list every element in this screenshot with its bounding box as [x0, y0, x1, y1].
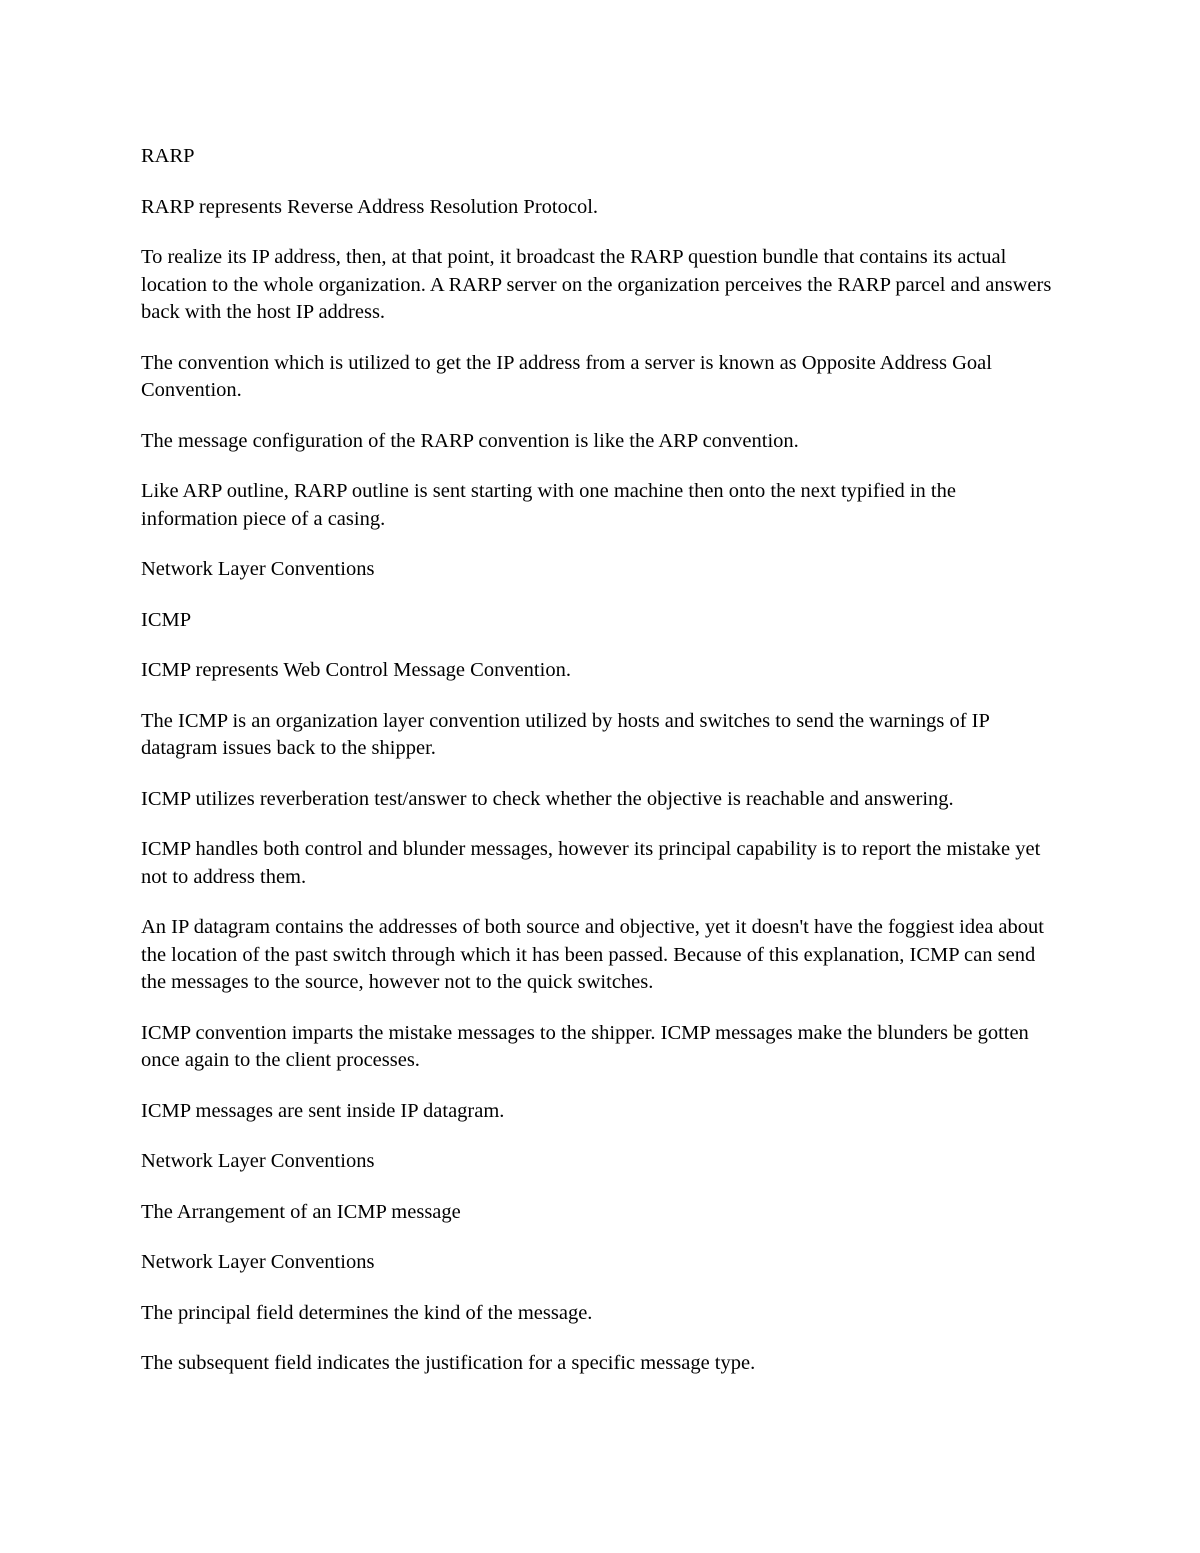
paragraph-icmp-arrangement: The Arrangement of an ICMP message [141, 1200, 461, 1223]
paragraph-icmp-inside-ip: ICMP messages are sent inside IP datagram. [141, 1099, 505, 1122]
section-label-network-layer: Network Layer Conventions [141, 1251, 375, 1273]
paragraph-icmp-sender: ICMP convention imparts the mistake messages to the shipper. ICMP messages make the blunders be gotten once again to the client processes. [141, 1021, 1029, 1071]
paragraph-icmp-errors: ICMP handles both control and blunder messages, however its principal capability is to report the mistake yet not to address them. [141, 838, 1041, 888]
paragraph-rarp-message-format: The message configuration of the RARP convention is like the ARP convention. [141, 429, 799, 452]
paragraph-rarp-convention: The convention which is utilized to get the IP address from a server is known as Opposite Address Goal Convention. [141, 351, 992, 401]
paragraph-rarp-outline: Like ARP outline, RARP outline is sent starting with one machine then onto the next typified in the information piece of a casing. [141, 480, 956, 530]
paragraph-ip-datagram: An IP datagram contains the addresses of both source and objective, yet it doesn't have the foggiest idea about the location of the past switch through which it has been passed. Because of this explanation, ICMP can send the messages to the source, however not to the quick switches. [141, 916, 1044, 993]
paragraph-icmp-layer: The ICMP is an organization layer convention utilized by hosts and switches to send the warnings of IP datagram issues back to the shipper. [141, 709, 990, 759]
document-body [141, 143, 1056, 1401]
paragraph-first-field: The principal field determines the kind of the message. [141, 1301, 593, 1324]
paragraph-rarp-definition: RARP represents Reverse Address Resolution Protocol. [141, 195, 599, 218]
heading-icmp: ICMP [141, 608, 192, 631]
heading-rarp: RARP [141, 145, 195, 167]
paragraph-second-field: The subsequent field indicates the justification for a specific message type. [141, 1352, 756, 1374]
section-label-network-layer: Network Layer Conventions [141, 1150, 375, 1172]
section-label-network-layer: Network Layer Conventions [141, 558, 375, 580]
paragraph-icmp-echo: ICMP utilizes reverberation test/answer to check whether the objective is reachable and answering. [141, 787, 954, 810]
paragraph-rarp-broadcast: To realize its IP address, then, at that point, it broadcast the RARP question bundle that contains its actual location to the whole organization. A RARP server on the organization perceives the RARP parcel and answers back with the host IP address. [141, 246, 1052, 323]
paragraph-icmp-definition: ICMP represents Web Control Message Convention. [141, 659, 571, 681]
